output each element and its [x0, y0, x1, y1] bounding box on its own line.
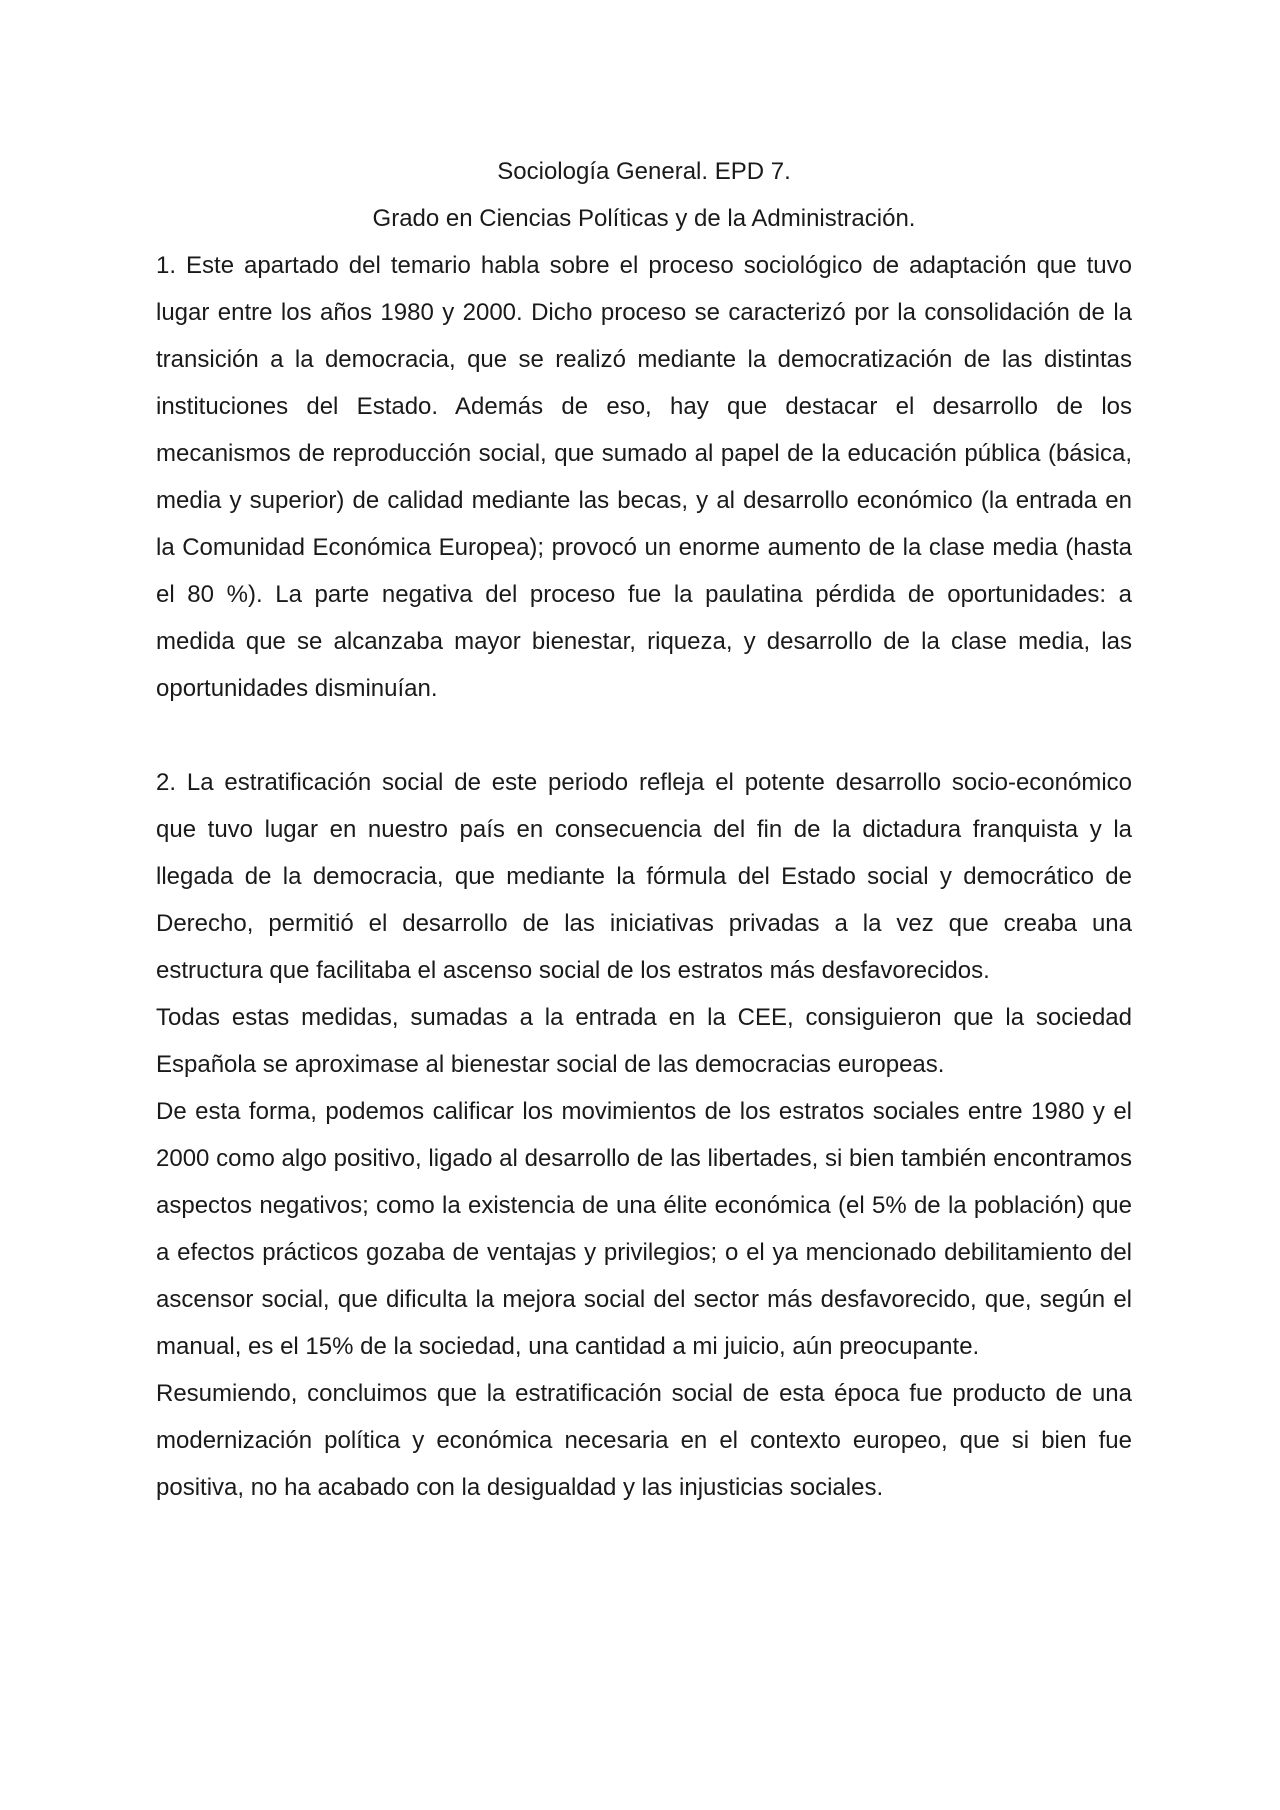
paragraph-3: Todas estas medidas, sumadas a la entrada en la CEE, consiguieron que la sociedad Española se aproximase al bienestar social de las democracias europeas. [156, 1004, 1132, 1078]
document-title: Sociología General. EPD 7. [497, 158, 791, 185]
paragraph-spacer [156, 712, 1132, 759]
document-subtitle: Grado en Ciencias Políticas y de la Administración. [372, 205, 916, 232]
paragraph-2: 2. La estratificación social de este periodo refleja el potente desarrollo socio-económico que tuvo lugar en nuestro país en consecuencia del fin de la dictadura franquista y la llegada de la democracia, que mediante la fórmula del Estado social y democrático de Derecho, permitió el desarrollo de las iniciativas privadas a la vez que creaba una estructura que facilitaba el ascenso social de los estratos más desfavorecidos. [156, 769, 1132, 984]
document-page [156, 148, 1132, 1511]
paragraph-4: De esta forma, podemos calificar los movimientos de los estratos sociales entre 1980 y el 2000 como algo positivo, ligado al desarrollo de las libertades, si bien también encontramos aspectos negativos; como la existencia de una élite económica (el 5% de la población) que a efectos prácticos gozaba de ventajas y privilegios; o el ya mencionado debilitamiento del ascensor social, que dificulta la mejora social del sector más desfavorecido, que, según el manual, es el 15% de la sociedad, una cantidad a mi juicio, aún preocupante. [156, 1098, 1132, 1360]
paragraph-5: Resumiendo, concluimos que la estratificación social de esta época fue producto de una modernización política y económica necesaria en el contexto europeo, que si bien fue positiva, no ha acabado con la desigualdad y las injusticias sociales. [156, 1380, 1132, 1501]
paragraph-1: 1. Este apartado del temario habla sobre el proceso sociológico de adaptación que tuvo lugar entre los años 1980 y 2000. Dicho proceso se caracterizó por la consolidación de la transición a la democracia, que se realizó mediante la democratización de las distintas instituciones del Estado. Además de eso, hay que destacar el desarrollo de los mecanismos de reproducción social, que sumado al papel de la educación pública (básica, media y superior) de calidad mediante las becas, y al desarrollo económico (la entrada en la Comunidad Económica Europea); provocó un enorme aumento de la clase media (hasta el 80 %). La parte negativa del proceso fue la paulatina pérdida de oportunidades: a medida que se alcanzaba mayor bienestar, riqueza, y desarrollo de la clase media, las oportunidades disminuían. [156, 252, 1132, 702]
